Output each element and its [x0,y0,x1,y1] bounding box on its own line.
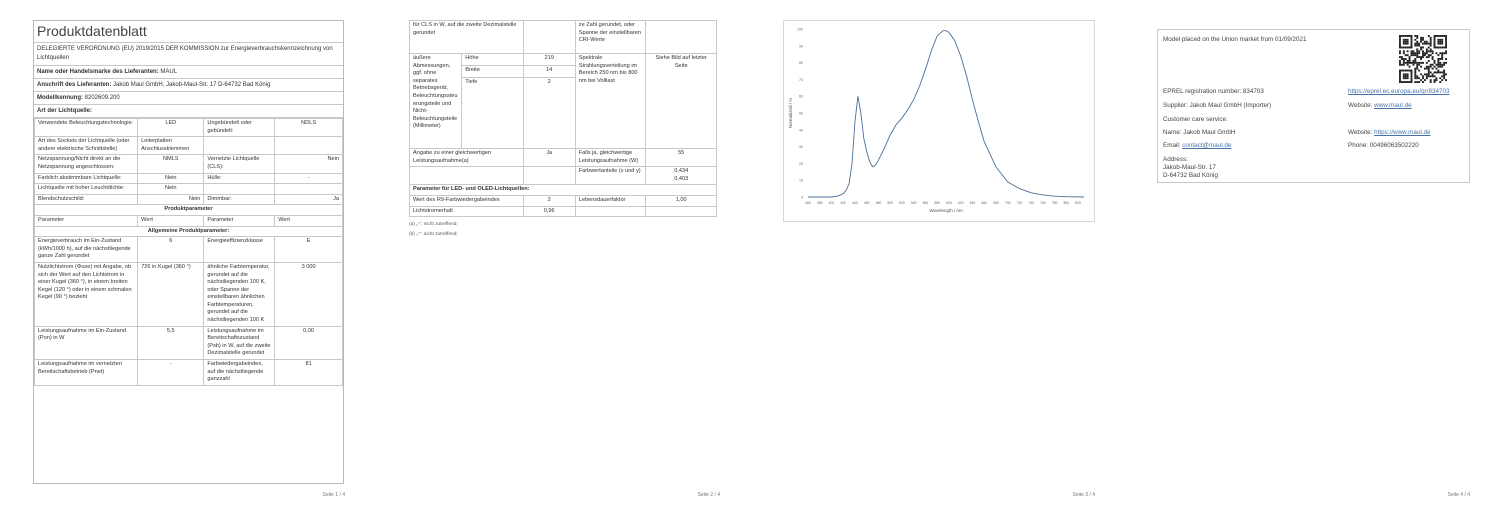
table-row: Farbwertanteile (x und y) 0,434 0,403 [410,167,717,185]
y-tick-label: 100 [797,27,803,32]
table-row: Energieverbrauch im Ein-Zustand (kWh/1000 h), auf die nächstliegende ganze Zahl gerundet 6 Energieeffizienzklasse E [35,237,343,263]
y-tick-label: 0 [801,195,803,200]
x-tick-label: 380 [816,201,823,205]
x-tick-label: 520 [899,201,905,205]
table-row: Leistungsaufnahme im vernetzten Bereitschaftsbetrieb (Pnet) - Farbwiedergabeindex, auf die nächstliegende ganzzahl 81 [35,360,343,386]
table-row: Produktparameter [35,205,343,216]
x-tick-label: 760 [1040,201,1046,205]
y-tick-label: 80 [799,61,803,66]
page-1 [0,0,375,530]
table-row: Blendschutzschild: Nein Dimmbar: Ja [35,194,343,205]
datasheet-continuation [409,20,717,250]
table-row: Netzspannung/Nicht direkt an die Netzspannung angeschlossen: NMLS Vernetzte Lichtquelle (CLS): Nein [35,155,343,173]
x-tick-label: 620 [957,201,964,205]
y-axis-label: Normalized / % [788,97,793,129]
y-tick-label: 90 [799,44,803,49]
x-tick-label: 460 [863,201,870,205]
x-tick-label: 540 [910,201,917,205]
care-website-row: Website: https://www.maul.de [1348,129,1431,136]
x-tick-label: 480 [875,201,882,205]
table-row: für CLS in W, auf die zweite Dezimalstelle gerundet ze Zahl gerundet, oder Spanne der einstellbaren CRI-Werte [410,21,717,54]
footnote-a: (a) „-“: nicht zutreffend; [409,222,458,228]
x-tick-label: 420 [840,201,847,205]
regulation-subtitle: DELEGIERTE VERORDNUNG (EU) 2019/2015 DER KOMMISSION zur Energieverbrauchskennzeichnung von Lichtquellen [34,43,343,66]
x-axis-label: Wavelength / nm [929,208,963,213]
product-datasheet [33,20,344,484]
table-row: Nutzlichtstrom (Φuse) mit Angabe, ob sich der Wert auf den Lichtstrom in einer Kugel (360 °), in einem breiten Kegel (120 °) oder in einem schmalen Kegel (90 °) bezieht 726 in Kugel (360 °) ähnliche Farbtemperatur, gerundet auf die nächstliegenden 100 K, oder Spanne der einstellbaren ähnlichen Farbtemperaturen, gerundet auf die nächstliegenden 100 K 3 000 [35,262,343,326]
market-date: Model placed on the Union market from 01/09/2021 [1163,36,1307,43]
table-row: Breite 14 [410,66,717,78]
table-row: Angabe zu einer gleichwertigen Leistungsaufnahme(a) Ja Falls ja, gleichwertige Leistungsaufnahme (W) 55 [410,149,717,167]
address-block: Address: Jakob-Maul-Str. 17 D-64732 Bad König [1163,156,1218,179]
table-row: Verwendete Beleuchtungstechnologie: LED Ungebündelt oder gebündelt: NDLS [35,119,343,137]
spectrum-chart [783,20,1095,222]
table-row: Allgemeine Produktparameter: [35,226,343,237]
parameter-table-continued [409,20,717,217]
table-row: Parameter Wert Parameter Wert [35,215,343,226]
x-tick-label: 700 [1004,201,1011,205]
y-tick-label: 30 [799,145,803,150]
y-tick-label: 10 [799,178,803,183]
x-tick-label: 440 [852,201,858,205]
table-row: Lichtstromerhalt 0,96 [410,206,717,217]
light-source-type-table [34,118,343,386]
table-row: Parameter für LED- und OLED-Lichtquellen: [410,185,717,196]
x-tick-label: 800 [1063,201,1070,205]
table-row: Art des Sockels der Lichtquelle (oder andere elektrische Schnittstelle) Leiterplatten Anschlussklemmen [35,137,343,155]
x-tick-label: 500 [887,201,894,205]
y-tick-label: 50 [799,111,803,116]
page-number: Seite 4 / 4 [1447,492,1470,498]
table-row: Leistungsaufnahme im Ein-Zustand (Pon) in W 5,5 Leistungsaufnahme im Bereitschaftszustand (Psb) in W, auf die zweite Dezimalstelle gerundet 0,00 [35,326,343,359]
table-row: Lichtquelle mit hoher Leuchtdichte: Nein [35,184,343,195]
page-number: Seite 1 / 4 [322,492,345,498]
supplier-row: Supplier: Jakob Maul GmbH (Importer) [1163,102,1272,109]
page-title: Produktdatenblatt [34,21,343,43]
care-website-link[interactable]: https://www.maul.de [1374,129,1431,136]
x-tick-label: 660 [981,201,988,205]
footnote-b: (b) „-“: nicht zutreffend; [409,232,458,238]
x-tick-label: 680 [993,201,999,205]
supplier-address-row: Anschrift des Lieferanten: Jakob Maul GmbH, Jakob-Maul-Str. 17 D-64732 Bad König [34,79,343,92]
light-source-type-heading: Art der Lichtquelle: [34,105,343,118]
customer-care-heading: Customer care service: [1163,116,1228,123]
y-tick-label: 20 [799,161,803,166]
table-row: äußere Abmessungen, ggf. ohne separates Betriebsgerät, Beleuchtungssteuerungsteile und Nicht-Beleuchtungsteile (Millimeter) Höhe 219 Spektrale Strahlungsverteilung im Bereich 250 nm bis 800 nm bei Volllast Siehe Bild auf letzter Seite [410,54,717,66]
email-row: Email: contact@maul.de [1163,142,1232,149]
website-link[interactable]: www.maul.de [1374,102,1412,109]
table-row: Wert des R9-Farbwiedergabeindex 2 Lebensdauerfaktor 1,00 [410,195,717,206]
x-tick-label: 640 [969,201,976,205]
eprel-link[interactable]: https://eprel.ec.europa.eu/qr/834703 [1348,88,1450,95]
y-tick-label: 60 [799,94,803,99]
x-tick-label: 580 [934,201,941,205]
table-row: Farblich abstimmbare Lichtquelle: Nein Hülle: - [35,173,343,184]
x-tick-label: 780 [1051,201,1058,205]
spectrum-chart-svg [784,21,1094,221]
x-tick-label: 740 [1028,201,1034,205]
eprel-info-box [1157,29,1470,183]
page-3 [750,0,1125,530]
y-tick-label: 70 [799,77,803,82]
phone-row: Phone: 00496063502220 [1348,142,1419,149]
x-tick-label: 360 [805,201,811,205]
email-link[interactable]: contact@maul.de [1182,142,1232,149]
x-tick-label: 720 [1016,201,1023,205]
supplier-brand-row: Name oder Handelsmarke des Lieferanten: MAUL [34,66,343,79]
x-tick-label: 560 [922,201,929,205]
y-tick-label: 40 [799,128,803,133]
x-tick-label: 600 [946,201,952,205]
x-tick-label: 820 [1075,201,1081,205]
model-row: Modellkennung: 8202609.200 [34,92,343,105]
page-4 [1125,0,1500,530]
qr-code[interactable] [1399,35,1447,83]
page-number: Seite 3 / 4 [1072,492,1095,498]
care-name-row: Name: Jakob Maul GmbH [1163,129,1236,136]
page-2 [375,0,750,530]
spectrum-series-line [808,31,1084,197]
website-row: Website: www.maul.de [1348,102,1412,109]
eprel-row: EPREL registration number: 834703 [1163,88,1264,95]
page-number: Seite 2 / 4 [697,492,720,498]
x-tick-label: 400 [828,201,835,205]
table-row: Tiefe 2 [410,78,717,149]
